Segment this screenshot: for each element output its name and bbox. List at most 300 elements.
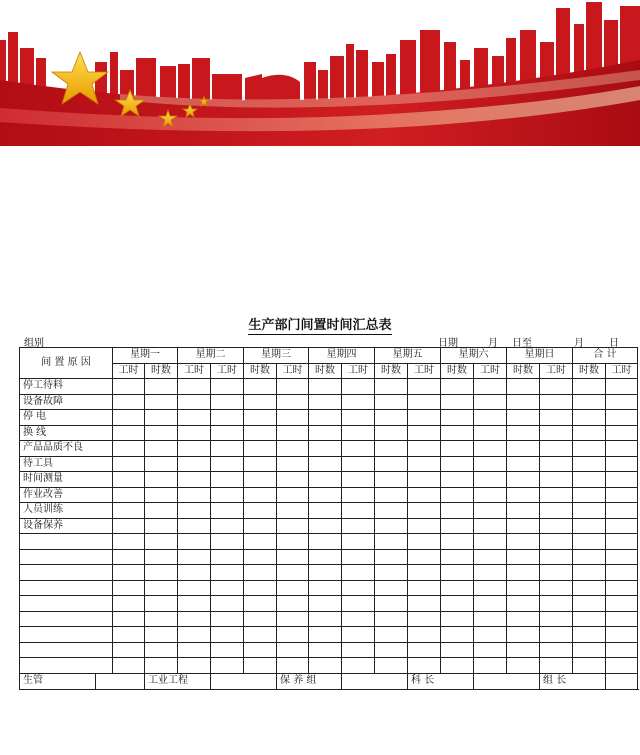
entry-cell[interactable] — [244, 580, 277, 596]
entry-cell[interactable] — [178, 503, 211, 519]
entry-cell[interactable] — [375, 472, 408, 488]
entry-cell[interactable] — [408, 642, 441, 658]
entry-cell[interactable] — [342, 596, 375, 612]
entry-cell[interactable] — [342, 658, 375, 674]
entry-cell[interactable] — [507, 441, 540, 457]
entry-cell[interactable] — [474, 410, 507, 426]
entry-cell[interactable] — [408, 658, 441, 674]
entry-cell[interactable] — [606, 596, 638, 612]
entry-cell[interactable] — [507, 394, 540, 410]
entry-cell[interactable] — [309, 658, 342, 674]
entry-cell[interactable] — [441, 518, 474, 534]
entry-cell[interactable] — [606, 503, 638, 519]
entry-cell[interactable] — [540, 627, 573, 643]
entry-cell[interactable] — [606, 487, 638, 503]
entry-cell[interactable] — [309, 549, 342, 565]
entry-cell[interactable] — [211, 456, 244, 472]
entry-cell[interactable] — [474, 658, 507, 674]
entry-cell[interactable] — [113, 487, 145, 503]
entry-cell[interactable] — [507, 410, 540, 426]
entry-cell[interactable] — [606, 565, 638, 581]
entry-cell[interactable] — [540, 596, 573, 612]
entry-cell[interactable] — [178, 642, 211, 658]
entry-cell[interactable] — [178, 518, 211, 534]
entry-cell[interactable] — [441, 410, 474, 426]
entry-cell[interactable] — [441, 425, 474, 441]
entry-cell[interactable] — [507, 580, 540, 596]
entry-cell[interactable] — [375, 580, 408, 596]
entry-cell[interactable] — [244, 472, 277, 488]
entry-cell[interactable] — [573, 487, 606, 503]
entry-cell[interactable] — [474, 472, 507, 488]
entry-cell[interactable] — [342, 472, 375, 488]
entry-cell[interactable] — [178, 472, 211, 488]
entry-cell[interactable] — [606, 379, 638, 395]
entry-cell[interactable] — [507, 611, 540, 627]
entry-cell[interactable] — [342, 518, 375, 534]
entry-cell[interactable] — [573, 658, 606, 674]
entry-cell[interactable] — [145, 549, 178, 565]
entry-cell[interactable] — [211, 534, 244, 550]
entry-cell[interactable] — [441, 611, 474, 627]
entry-cell[interactable] — [474, 611, 507, 627]
entry-cell[interactable] — [540, 425, 573, 441]
entry-cell[interactable] — [375, 549, 408, 565]
entry-cell[interactable] — [277, 441, 309, 457]
entry-cell[interactable] — [309, 642, 342, 658]
entry-cell[interactable] — [113, 410, 145, 426]
entry-cell[interactable] — [375, 379, 408, 395]
entry-cell[interactable] — [309, 487, 342, 503]
entry-cell[interactable] — [573, 503, 606, 519]
entry-cell[interactable] — [408, 580, 441, 596]
entry-cell[interactable] — [277, 394, 309, 410]
entry-cell[interactable] — [540, 549, 573, 565]
entry-cell[interactable] — [474, 642, 507, 658]
entry-cell[interactable] — [277, 487, 309, 503]
entry-cell[interactable] — [277, 658, 309, 674]
entry-cell[interactable] — [441, 658, 474, 674]
entry-cell[interactable] — [507, 425, 540, 441]
entry-cell[interactable] — [540, 379, 573, 395]
entry-cell[interactable] — [309, 503, 342, 519]
entry-cell[interactable] — [211, 611, 244, 627]
entry-cell[interactable] — [145, 565, 178, 581]
entry-cell[interactable] — [244, 611, 277, 627]
entry-cell[interactable] — [342, 611, 375, 627]
entry-cell[interactable] — [507, 472, 540, 488]
entry-cell[interactable] — [441, 456, 474, 472]
entry-cell[interactable] — [145, 379, 178, 395]
entry-cell[interactable] — [211, 627, 244, 643]
entry-cell[interactable] — [145, 441, 178, 457]
entry-cell[interactable] — [113, 549, 145, 565]
section-chief-sign-cell[interactable] — [474, 673, 540, 689]
entry-cell[interactable] — [441, 441, 474, 457]
entry-cell[interactable] — [342, 487, 375, 503]
entry-cell[interactable] — [573, 410, 606, 426]
entry-cell[interactable] — [277, 549, 309, 565]
entry-cell[interactable] — [342, 549, 375, 565]
entry-cell[interactable] — [309, 410, 342, 426]
entry-cell[interactable] — [441, 549, 474, 565]
entry-cell[interactable] — [573, 549, 606, 565]
entry-cell[interactable] — [178, 611, 211, 627]
entry-cell[interactable] — [178, 596, 211, 612]
entry-cell[interactable] — [507, 596, 540, 612]
entry-cell[interactable] — [540, 642, 573, 658]
entry-cell[interactable] — [211, 642, 244, 658]
entry-cell[interactable] — [606, 611, 638, 627]
entry-cell[interactable] — [408, 596, 441, 612]
entry-cell[interactable] — [375, 611, 408, 627]
entry-cell[interactable] — [408, 487, 441, 503]
entry-cell[interactable] — [507, 534, 540, 550]
entry-cell[interactable] — [375, 596, 408, 612]
entry-cell[interactable] — [211, 549, 244, 565]
entry-cell[interactable] — [145, 611, 178, 627]
entry-cell[interactable] — [408, 456, 441, 472]
entry-cell[interactable] — [113, 394, 145, 410]
entry-cell[interactable] — [211, 658, 244, 674]
entry-cell[interactable] — [375, 503, 408, 519]
entry-cell[interactable] — [375, 394, 408, 410]
entry-cell[interactable] — [375, 425, 408, 441]
entry-cell[interactable] — [309, 425, 342, 441]
entry-cell[interactable] — [113, 456, 145, 472]
entry-cell[interactable] — [113, 580, 145, 596]
entry-cell[interactable] — [178, 441, 211, 457]
entry-cell[interactable] — [474, 565, 507, 581]
entry-cell[interactable] — [540, 611, 573, 627]
entry-cell[interactable] — [540, 565, 573, 581]
entry-cell[interactable] — [375, 534, 408, 550]
entry-cell[interactable] — [606, 580, 638, 596]
entry-cell[interactable] — [342, 503, 375, 519]
entry-cell[interactable] — [309, 472, 342, 488]
entry-cell[interactable] — [606, 425, 638, 441]
entry-cell[interactable] — [342, 456, 375, 472]
entry-cell[interactable] — [474, 627, 507, 643]
entry-cell[interactable] — [277, 565, 309, 581]
entry-cell[interactable] — [441, 534, 474, 550]
entry-cell[interactable] — [375, 441, 408, 457]
entry-cell[interactable] — [145, 503, 178, 519]
entry-cell[interactable] — [277, 611, 309, 627]
entry-cell[interactable] — [375, 518, 408, 534]
entry-cell[interactable] — [309, 534, 342, 550]
entry-cell[interactable] — [178, 549, 211, 565]
entry-cell[interactable] — [309, 627, 342, 643]
entry-cell[interactable] — [408, 549, 441, 565]
entry-cell[interactable] — [211, 487, 244, 503]
entry-cell[interactable] — [573, 627, 606, 643]
entry-cell[interactable] — [244, 456, 277, 472]
entry-cell[interactable] — [178, 565, 211, 581]
entry-cell[interactable] — [507, 627, 540, 643]
entry-cell[interactable] — [573, 456, 606, 472]
entry-cell[interactable] — [145, 658, 178, 674]
entry-cell[interactable] — [474, 379, 507, 395]
entry-cell[interactable] — [277, 642, 309, 658]
entry-cell[interactable] — [507, 642, 540, 658]
entry-cell[interactable] — [178, 487, 211, 503]
entry-cell[interactable] — [309, 379, 342, 395]
entry-cell[interactable] — [244, 534, 277, 550]
entry-cell[interactable] — [145, 394, 178, 410]
entry-cell[interactable] — [211, 472, 244, 488]
entry-cell[interactable] — [178, 394, 211, 410]
entry-cell[interactable] — [277, 425, 309, 441]
entry-cell[interactable] — [113, 503, 145, 519]
entry-cell[interactable] — [408, 627, 441, 643]
entry-cell[interactable] — [408, 565, 441, 581]
entry-cell[interactable] — [113, 565, 145, 581]
entry-cell[interactable] — [507, 565, 540, 581]
ie-sign-cell[interactable] — [211, 673, 277, 689]
team-leader-sign-cell[interactable] — [606, 673, 638, 689]
entry-cell[interactable] — [145, 518, 178, 534]
entry-cell[interactable] — [309, 518, 342, 534]
entry-cell[interactable] — [474, 503, 507, 519]
entry-cell[interactable] — [573, 611, 606, 627]
entry-cell[interactable] — [277, 580, 309, 596]
entry-cell[interactable] — [244, 549, 277, 565]
entry-cell[interactable] — [113, 596, 145, 612]
entry-cell[interactable] — [277, 503, 309, 519]
entry-cell[interactable] — [145, 642, 178, 658]
entry-cell[interactable] — [606, 394, 638, 410]
entry-cell[interactable] — [113, 534, 145, 550]
entry-cell[interactable] — [606, 534, 638, 550]
entry-cell[interactable] — [145, 425, 178, 441]
entry-cell[interactable] — [573, 518, 606, 534]
entry-cell[interactable] — [474, 596, 507, 612]
entry-cell[interactable] — [573, 596, 606, 612]
entry-cell[interactable] — [507, 379, 540, 395]
entry-cell[interactable] — [474, 534, 507, 550]
entry-cell[interactable] — [178, 580, 211, 596]
entry-cell[interactable] — [309, 565, 342, 581]
entry-cell[interactable] — [540, 441, 573, 457]
entry-cell[interactable] — [211, 565, 244, 581]
entry-cell[interactable] — [375, 410, 408, 426]
entry-cell[interactable] — [408, 611, 441, 627]
entry-cell[interactable] — [113, 379, 145, 395]
entry-cell[interactable] — [540, 456, 573, 472]
entry-cell[interactable] — [408, 534, 441, 550]
entry-cell[interactable] — [309, 596, 342, 612]
entry-cell[interactable] — [441, 379, 474, 395]
entry-cell[interactable] — [145, 472, 178, 488]
entry-cell[interactable] — [178, 658, 211, 674]
entry-cell[interactable] — [211, 596, 244, 612]
supervisor-sign-cell[interactable] — [96, 673, 145, 689]
entry-cell[interactable] — [178, 456, 211, 472]
entry-cell[interactable] — [573, 642, 606, 658]
entry-cell[interactable] — [507, 456, 540, 472]
entry-cell[interactable] — [244, 487, 277, 503]
entry-cell[interactable] — [408, 379, 441, 395]
entry-cell[interactable] — [178, 627, 211, 643]
entry-cell[interactable] — [375, 487, 408, 503]
entry-cell[interactable] — [474, 456, 507, 472]
entry-cell[interactable] — [211, 580, 244, 596]
entry-cell[interactable] — [244, 642, 277, 658]
entry-cell[interactable] — [474, 394, 507, 410]
entry-cell[interactable] — [441, 642, 474, 658]
entry-cell[interactable] — [408, 394, 441, 410]
entry-cell[interactable] — [277, 456, 309, 472]
entry-cell[interactable] — [178, 379, 211, 395]
maintenance-sign-cell[interactable] — [342, 673, 408, 689]
entry-cell[interactable] — [244, 503, 277, 519]
entry-cell[interactable] — [474, 487, 507, 503]
entry-cell[interactable] — [540, 658, 573, 674]
entry-cell[interactable] — [244, 565, 277, 581]
entry-cell[interactable] — [244, 658, 277, 674]
entry-cell[interactable] — [507, 518, 540, 534]
entry-cell[interactable] — [309, 394, 342, 410]
entry-cell[interactable] — [507, 503, 540, 519]
entry-cell[interactable] — [145, 487, 178, 503]
entry-cell[interactable] — [507, 487, 540, 503]
entry-cell[interactable] — [606, 627, 638, 643]
entry-cell[interactable] — [408, 518, 441, 534]
entry-cell[interactable] — [342, 425, 375, 441]
entry-cell[interactable] — [540, 410, 573, 426]
entry-cell[interactable] — [113, 425, 145, 441]
entry-cell[interactable] — [277, 596, 309, 612]
entry-cell[interactable] — [309, 580, 342, 596]
entry-cell[interactable] — [211, 518, 244, 534]
entry-cell[interactable] — [540, 534, 573, 550]
entry-cell[interactable] — [277, 534, 309, 550]
entry-cell[interactable] — [540, 503, 573, 519]
entry-cell[interactable] — [145, 580, 178, 596]
entry-cell[interactable] — [408, 441, 441, 457]
entry-cell[interactable] — [342, 565, 375, 581]
entry-cell[interactable] — [606, 410, 638, 426]
entry-cell[interactable] — [113, 658, 145, 674]
entry-cell[interactable] — [244, 441, 277, 457]
entry-cell[interactable] — [573, 580, 606, 596]
entry-cell[interactable] — [441, 565, 474, 581]
entry-cell[interactable] — [606, 658, 638, 674]
entry-cell[interactable] — [375, 627, 408, 643]
entry-cell[interactable] — [244, 518, 277, 534]
entry-cell[interactable] — [309, 456, 342, 472]
entry-cell[interactable] — [408, 425, 441, 441]
entry-cell[interactable] — [113, 441, 145, 457]
entry-cell[interactable] — [178, 534, 211, 550]
entry-cell[interactable] — [211, 410, 244, 426]
entry-cell[interactable] — [606, 456, 638, 472]
entry-cell[interactable] — [145, 596, 178, 612]
entry-cell[interactable] — [244, 379, 277, 395]
entry-cell[interactable] — [375, 642, 408, 658]
entry-cell[interactable] — [145, 456, 178, 472]
entry-cell[interactable] — [441, 472, 474, 488]
entry-cell[interactable] — [573, 425, 606, 441]
entry-cell[interactable] — [507, 658, 540, 674]
entry-cell[interactable] — [540, 394, 573, 410]
entry-cell[interactable] — [408, 472, 441, 488]
entry-cell[interactable] — [606, 518, 638, 534]
entry-cell[interactable] — [441, 487, 474, 503]
entry-cell[interactable] — [113, 518, 145, 534]
entry-cell[interactable] — [113, 472, 145, 488]
entry-cell[interactable] — [606, 441, 638, 457]
entry-cell[interactable] — [573, 472, 606, 488]
entry-cell[interactable] — [244, 394, 277, 410]
entry-cell[interactable] — [342, 410, 375, 426]
entry-cell[interactable] — [113, 642, 145, 658]
entry-cell[interactable] — [244, 596, 277, 612]
entry-cell[interactable] — [309, 441, 342, 457]
entry-cell[interactable] — [375, 658, 408, 674]
entry-cell[interactable] — [178, 425, 211, 441]
entry-cell[interactable] — [474, 441, 507, 457]
entry-cell[interactable] — [474, 425, 507, 441]
entry-cell[interactable] — [211, 441, 244, 457]
entry-cell[interactable] — [606, 549, 638, 565]
entry-cell[interactable] — [178, 410, 211, 426]
entry-cell[interactable] — [277, 627, 309, 643]
entry-cell[interactable] — [145, 410, 178, 426]
entry-cell[interactable] — [309, 611, 342, 627]
entry-cell[interactable] — [441, 627, 474, 643]
entry-cell[interactable] — [474, 580, 507, 596]
entry-cell[interactable] — [211, 503, 244, 519]
entry-cell[interactable] — [540, 472, 573, 488]
entry-cell[interactable] — [342, 379, 375, 395]
entry-cell[interactable] — [408, 503, 441, 519]
entry-cell[interactable] — [573, 379, 606, 395]
entry-cell[interactable] — [244, 410, 277, 426]
entry-cell[interactable] — [408, 410, 441, 426]
entry-cell[interactable] — [474, 549, 507, 565]
entry-cell[interactable] — [441, 580, 474, 596]
entry-cell[interactable] — [441, 394, 474, 410]
entry-cell[interactable] — [145, 627, 178, 643]
entry-cell[interactable] — [342, 627, 375, 643]
entry-cell[interactable] — [573, 565, 606, 581]
entry-cell[interactable] — [573, 441, 606, 457]
entry-cell[interactable] — [375, 565, 408, 581]
entry-cell[interactable] — [606, 472, 638, 488]
entry-cell[interactable] — [441, 503, 474, 519]
entry-cell[interactable] — [342, 441, 375, 457]
entry-cell[interactable] — [211, 379, 244, 395]
entry-cell[interactable] — [540, 518, 573, 534]
entry-cell[interactable] — [211, 394, 244, 410]
entry-cell[interactable] — [244, 627, 277, 643]
entry-cell[interactable] — [441, 596, 474, 612]
entry-cell[interactable] — [540, 580, 573, 596]
entry-cell[interactable] — [113, 611, 145, 627]
entry-cell[interactable] — [113, 627, 145, 643]
entry-cell[interactable] — [277, 518, 309, 534]
entry-cell[interactable] — [277, 379, 309, 395]
entry-cell[interactable] — [573, 394, 606, 410]
entry-cell[interactable] — [342, 534, 375, 550]
entry-cell[interactable] — [606, 642, 638, 658]
entry-cell[interactable] — [211, 425, 244, 441]
entry-cell[interactable] — [573, 534, 606, 550]
entry-cell[interactable] — [277, 410, 309, 426]
entry-cell[interactable] — [507, 549, 540, 565]
